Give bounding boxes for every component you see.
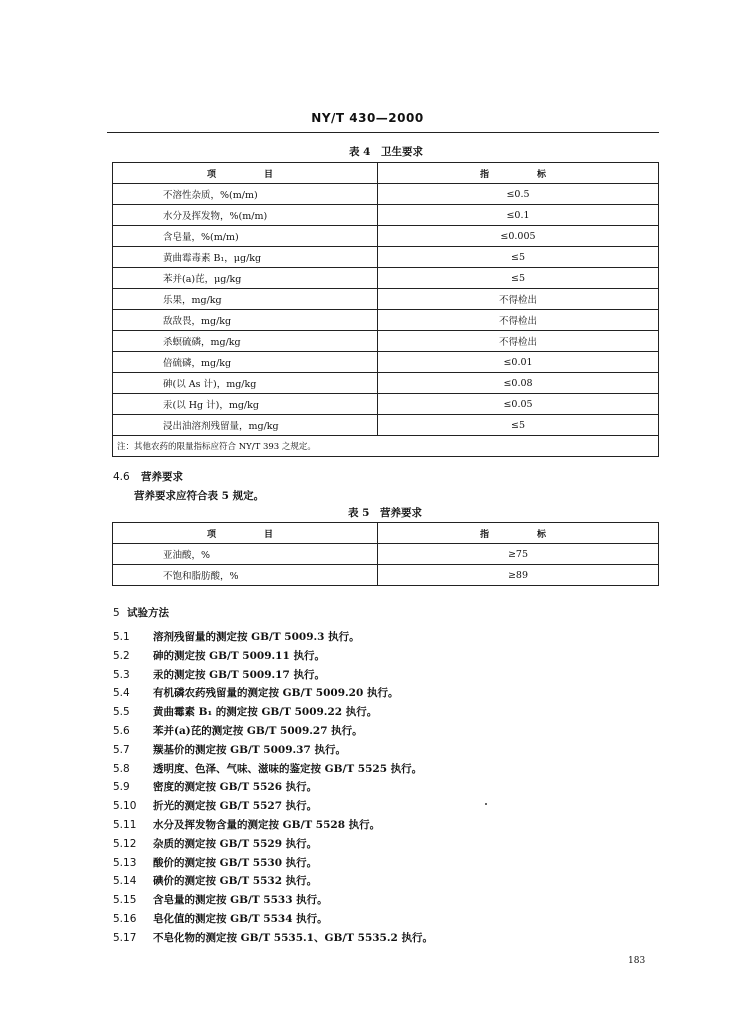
table5-caption: 表 5 营养要求: [348, 507, 422, 519]
table4: [112, 162, 659, 457]
table4-value-cell: 不得检出: [378, 310, 659, 331]
method-number: 5.17: [113, 931, 137, 944]
table4-item-cell: 苯并(a)芘，μg/kg: [113, 268, 378, 289]
method-item: [113, 891, 433, 910]
method-text: 苯并(a)芘的测定按 GB/T 5009.27 执行。: [153, 724, 363, 737]
table4-row: [113, 226, 659, 247]
method-number: 5.11: [113, 818, 137, 831]
table5-item-cell: 不饱和脂肪酸，%: [113, 565, 378, 586]
table5: [112, 522, 659, 586]
method-number: 5.4: [113, 687, 130, 700]
method-text: 含皂量的测定按 GB/T 5533 执行。: [153, 894, 328, 907]
method-item: [113, 929, 433, 948]
method-item: [113, 872, 433, 891]
method-text: 碘价的测定按 GB/T 5532 执行。: [153, 875, 318, 888]
method-number: 5.5: [113, 706, 130, 719]
method-item: [113, 854, 433, 873]
table4-col-item: 项 目: [113, 163, 378, 184]
method-number: 5.1: [113, 631, 130, 643]
table4-row: [113, 352, 659, 373]
standard-code-header: NY/T 430—2000: [311, 111, 424, 125]
method-number: 5.10: [113, 800, 137, 813]
table4-value-cell: ≤0.5: [378, 184, 659, 205]
table4-value-cell: ≤0.1: [378, 205, 659, 226]
section-5-heading: [113, 605, 169, 620]
table4-row: [113, 247, 659, 268]
method-item: [113, 835, 433, 854]
section-4-6-heading: [113, 469, 183, 484]
table4-value-cell: ≤5: [378, 268, 659, 289]
table4-item-cell: 黄曲霉毒素 B₁，μg/kg: [113, 247, 378, 268]
method-number: 5.16: [113, 912, 137, 925]
table4-row: [113, 184, 659, 205]
table4-item-cell: 砷(以 As 计)，mg/kg: [113, 373, 378, 394]
table4-row: [113, 415, 659, 436]
table4-row: [113, 289, 659, 310]
table4-value-cell: ≤0.05: [378, 394, 659, 415]
table5-col-item: 项 目: [113, 523, 378, 544]
table4-value-cell: ≤0.01: [378, 352, 659, 373]
method-text: 不皂化物的测定按 GB/T 5535.1、GB/T 5535.2 执行。: [153, 931, 433, 944]
method-item: [113, 647, 433, 666]
table5-value-cell: ≥89: [378, 565, 659, 586]
method-text: 黄曲霉素 B₁ 的测定按 GB/T 5009.22 执行。: [153, 706, 378, 719]
method-text: 皂化值的测定按 GB/T 5534 执行。: [153, 912, 328, 925]
table4-value-cell: ≤0.08: [378, 373, 659, 394]
table4-row: [113, 331, 659, 352]
method-text: 有机磷农药残留量的测定按 GB/T 5009.20 执行。: [153, 687, 399, 700]
section-title: 营养要求: [141, 471, 183, 483]
table4-item-cell: 浸出油溶剂残留量，mg/kg: [113, 415, 378, 436]
header-rule: [107, 132, 659, 133]
method-number: 5.14: [113, 875, 137, 888]
method-text: 砷的测定按 GB/T 5009.11 执行。: [153, 649, 325, 662]
method-item: [113, 684, 433, 703]
table4-col-value: 指 标: [378, 163, 659, 184]
table4-row: [113, 394, 659, 415]
table5-value-cell: ≥75: [378, 544, 659, 565]
table5-row: [113, 544, 659, 565]
method-text: 杂质的测定按 GB/T 5529 执行。: [153, 837, 318, 850]
method-number: 5.7: [113, 743, 130, 756]
method-number: 5.8: [113, 762, 130, 775]
method-item: [113, 741, 433, 760]
table4-row: [113, 205, 659, 226]
method-text: 汞的测定按 GB/T 5009.17 执行。: [153, 668, 325, 681]
method-text: 密度的测定按 GB/T 5526 执行。: [153, 781, 318, 794]
table4-item-cell: 水分及挥发物，%(m/m): [113, 205, 378, 226]
table4-value-cell: ≤5: [378, 247, 659, 268]
table4-value-cell: ≤0.005: [378, 226, 659, 247]
method-item: [113, 666, 433, 685]
test-methods-list: [113, 628, 433, 948]
table4-note: 注：其他农药的限量指标应符合 NY/T 393 之规定。: [113, 436, 659, 457]
section-number: 4.6: [113, 471, 130, 483]
table4-value-cell: ≤5: [378, 415, 659, 436]
table4-caption: 表 4 卫生要求: [349, 146, 423, 158]
table4-row: [113, 268, 659, 289]
method-number: 5.6: [113, 724, 130, 737]
table4-header-row: [113, 163, 659, 184]
method-text: 酸价的测定按 GB/T 5530 执行。: [153, 856, 318, 869]
method-text: 羰基价的测定按 GB/T 5009.37 执行。: [153, 743, 346, 756]
table4-item-cell: 倍硫磷，mg/kg: [113, 352, 378, 373]
section-title: 试验方法: [127, 607, 169, 619]
method-number: 5.12: [113, 837, 137, 850]
method-item: [113, 628, 433, 647]
method-number: 5.15: [113, 894, 137, 907]
method-item: [113, 703, 433, 722]
method-text: 水分及挥发物含量的测定按 GB/T 5528 执行。: [153, 818, 381, 831]
table4-note-row: [113, 436, 659, 457]
method-number: 5.13: [113, 856, 137, 869]
table4-item-cell: 含皂量，%(m/m): [113, 226, 378, 247]
section-4-6-text: 营养要求应符合表 5 规定。: [134, 490, 265, 502]
method-number: 5.2: [113, 649, 130, 662]
table5-header-row: [113, 523, 659, 544]
method-text: 透明度、色泽、气味、滋味的鉴定按 GB/T 5525 执行。: [153, 762, 423, 775]
method-text: 折光的测定按 GB/T 5527 执行。: [153, 800, 318, 813]
method-item: [113, 797, 433, 816]
method-item: [113, 816, 433, 835]
section-number: 5: [113, 607, 120, 619]
table4-item-cell: 不溶性杂质，%(m/m): [113, 184, 378, 205]
table5-col-value: 指 标: [378, 523, 659, 544]
method-item: [113, 910, 433, 929]
table5-item-cell: 亚油酸，%: [113, 544, 378, 565]
page-number: 183: [628, 956, 646, 966]
table4-row: [113, 310, 659, 331]
table4-value-cell: 不得检出: [378, 289, 659, 310]
table4-item-cell: 杀螟硫磷，mg/kg: [113, 331, 378, 352]
method-text: 溶剂残留量的测定按 GB/T 5009.3 执行。: [153, 631, 360, 643]
method-number: 5.9: [113, 781, 130, 794]
method-number: 5.3: [113, 668, 130, 681]
method-item: [113, 778, 433, 797]
scan-speck: [485, 803, 487, 805]
method-item: [113, 760, 433, 779]
table4-value-cell: 不得检出: [378, 331, 659, 352]
table4-item-cell: 乐果，mg/kg: [113, 289, 378, 310]
table5-row: [113, 565, 659, 586]
table4-row: [113, 373, 659, 394]
table4-item-cell: 汞(以 Hg 计)，mg/kg: [113, 394, 378, 415]
table4-item-cell: 敌敌畏，mg/kg: [113, 310, 378, 331]
method-item: [113, 722, 433, 741]
